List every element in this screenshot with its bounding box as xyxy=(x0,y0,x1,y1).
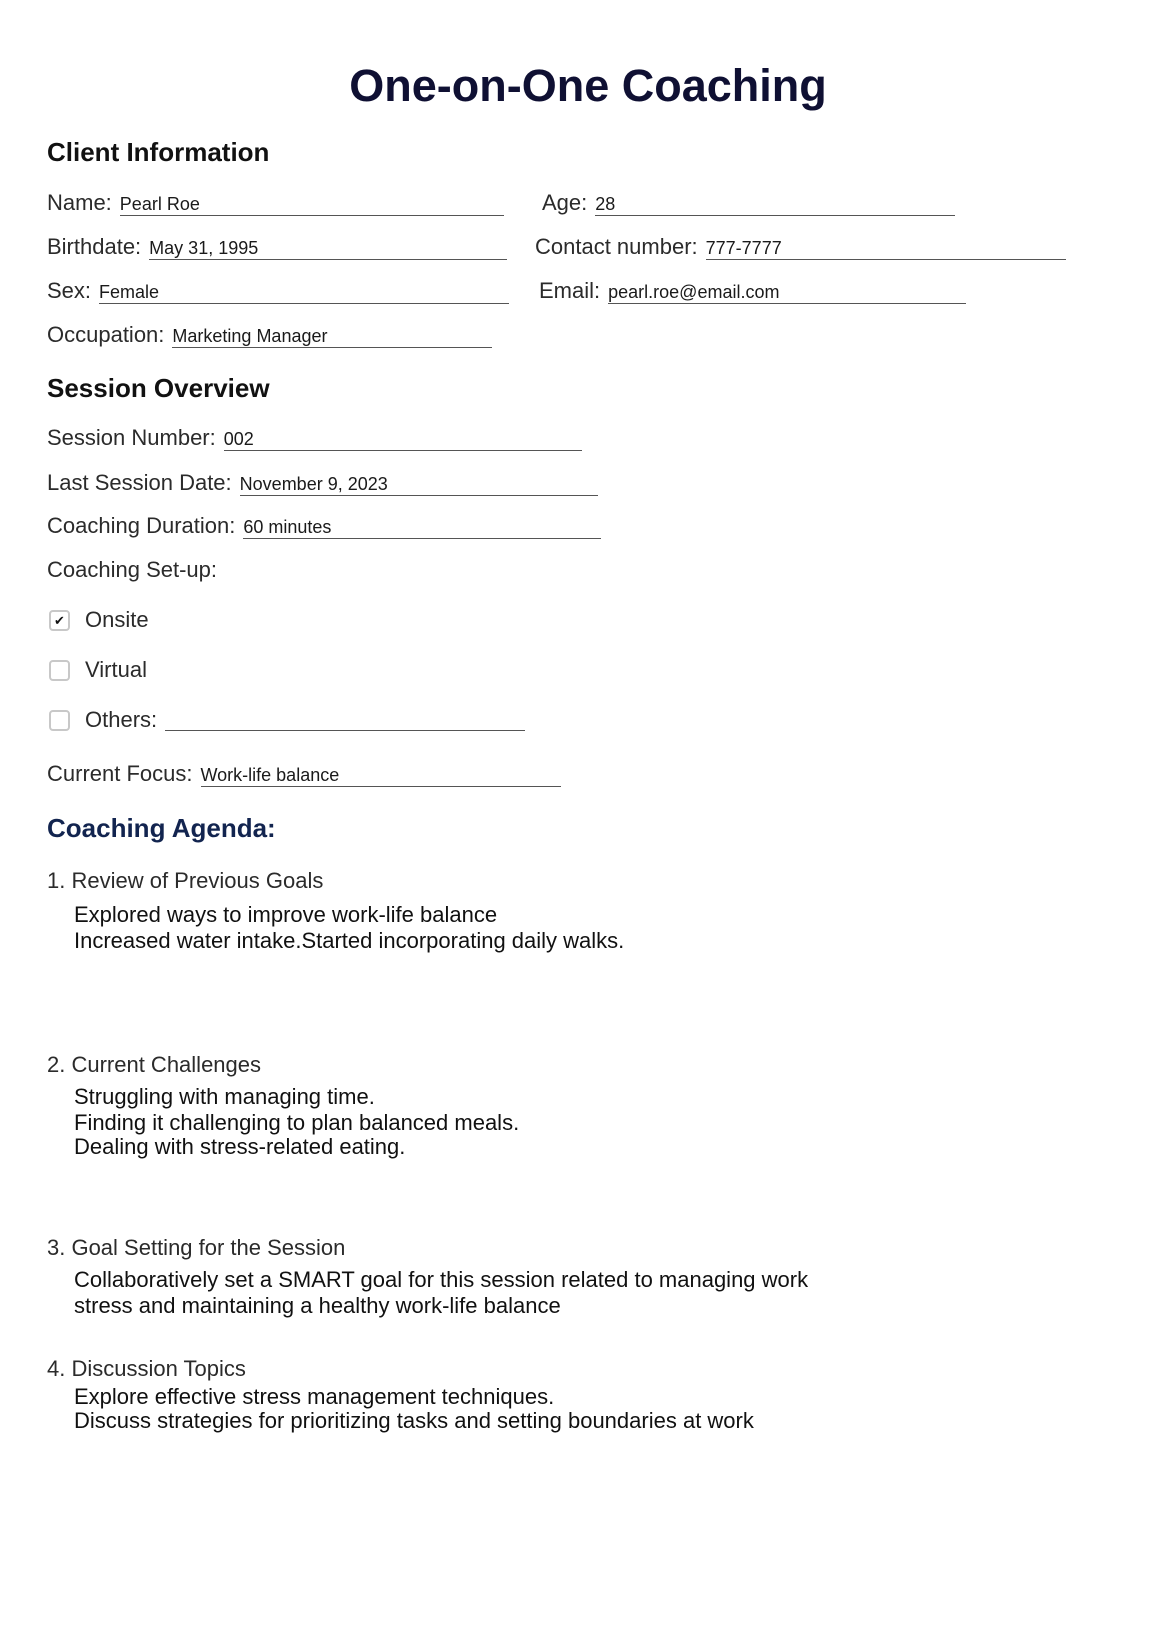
age-field xyxy=(542,190,955,216)
agenda-item-title: 2. Current Challenges xyxy=(47,1052,262,1077)
name-value[interactable]: Pearl Roe xyxy=(120,194,504,216)
session-number-label: Session Number: xyxy=(47,425,216,450)
page-title: One-on-One Coaching xyxy=(349,60,827,111)
setup-option-label: Others: xyxy=(85,707,158,732)
coaching-duration-value[interactable]: 60 minutes xyxy=(243,517,601,539)
checkbox-checked-icon[interactable]: ✔ xyxy=(49,610,70,631)
setup-option-label: Onsite xyxy=(85,607,149,632)
birthdate-value[interactable]: May 31, 1995 xyxy=(149,238,507,260)
coaching-agenda-heading: Coaching Agenda: xyxy=(47,813,276,843)
email-label: Email: xyxy=(539,278,601,303)
session-number-value[interactable]: 002 xyxy=(224,429,582,451)
sex-label: Sex: xyxy=(47,278,92,303)
email-field xyxy=(539,278,966,304)
agenda-item-title: 3. Goal Setting for the Session xyxy=(47,1235,346,1260)
session-number-field xyxy=(47,425,582,451)
contact-field xyxy=(535,234,1066,260)
coaching-duration-label: Coaching Duration: xyxy=(47,513,236,538)
birthdate-field xyxy=(47,234,507,260)
last-session-date-value[interactable]: November 9, 2023 xyxy=(240,474,598,496)
contact-value[interactable]: 777-7777 xyxy=(706,238,1066,260)
current-focus-field xyxy=(47,761,561,787)
age-label: Age: xyxy=(542,190,588,215)
sex-field xyxy=(47,278,509,304)
setup-option-label: Virtual xyxy=(85,657,147,682)
agenda-item-line: Collaboratively set a SMART goal for this session related to managing work xyxy=(74,1267,809,1292)
agenda-item-line: Increased water intake.Started incorporating daily walks. xyxy=(74,928,625,953)
birthdate-label: Birthdate: xyxy=(47,234,142,259)
agenda-item-line: Explored ways to improve work-life balance xyxy=(74,902,498,927)
agenda-item-line: Finding it challenging to plan balanced meals. xyxy=(74,1110,520,1135)
agenda-item-line: Dealing with stress-related eating. xyxy=(74,1134,406,1159)
sex-value[interactable]: Female xyxy=(99,282,509,304)
client-info-heading: Client Information xyxy=(47,137,270,167)
agenda-item-line: stress and maintaining a healthy work-life balance xyxy=(74,1293,561,1318)
others-input[interactable] xyxy=(165,710,525,731)
email-value[interactable]: pearl.roe@email.com xyxy=(608,282,966,304)
last-session-date-field xyxy=(47,470,598,496)
name-label: Name: xyxy=(47,190,112,215)
contact-label: Contact number: xyxy=(535,234,698,259)
current-focus-label: Current Focus: xyxy=(47,761,193,786)
checkbox-unchecked-icon[interactable] xyxy=(49,660,70,681)
name-field xyxy=(47,190,504,216)
agenda-item-title: 4. Discussion Topics xyxy=(47,1356,246,1381)
occupation-value[interactable]: Marketing Manager xyxy=(172,326,492,348)
session-overview-heading: Session Overview xyxy=(47,373,270,403)
agenda-item-line: Discuss strategies for prioritizing tasks and setting boundaries at work xyxy=(74,1408,754,1433)
setup-option-others[interactable] xyxy=(49,707,525,733)
agenda-item-line: Explore effective stress management techniques. xyxy=(74,1384,555,1409)
last-session-date-label: Last Session Date: xyxy=(47,470,232,495)
coaching-setup-label: Coaching Set-up: xyxy=(47,557,217,582)
setup-option-onsite[interactable] xyxy=(49,607,149,633)
age-value[interactable]: 28 xyxy=(595,194,955,216)
agenda-item-title: 1. Review of Previous Goals xyxy=(47,868,324,893)
agenda-item-line: Struggling with managing time. xyxy=(74,1084,375,1109)
occupation-field xyxy=(47,322,492,348)
coaching-duration-field xyxy=(47,513,601,539)
occupation-label: Occupation: xyxy=(47,322,165,347)
current-focus-value[interactable]: Work-life balance xyxy=(201,765,561,787)
setup-option-virtual[interactable] xyxy=(49,657,147,683)
checkbox-unchecked-icon[interactable] xyxy=(49,710,70,731)
